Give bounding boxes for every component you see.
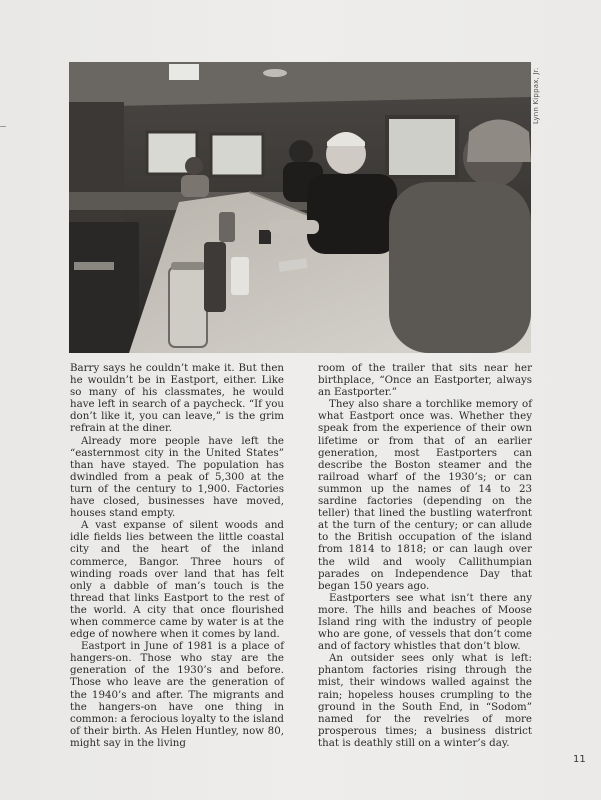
paragraph: Eastporters see what isn’t there any more. The hills and beaches of Moose Island ring with the industry of people who are gone, of vessels that don’t come and of factory whistles that don’t blow. <box>318 591 532 653</box>
text-column-right <box>318 362 532 749</box>
paragraph: They also share a torchlike memory of what Eastport once was. Whether they speak from the experience of their own lifetime or from that of an earlier generation, most Eastporters can describe the Boston steamer and the railroad wharf of the 1930’s; or can summon up the names of 14 to 23 sardine factories (depending on the teller) that lined the bustling waterfront at the turn of the century; or can allude to the British occupation of the island from 1814 to 1818; or can laugh over the wild and wooly Callithumpian parades on Independence Day that began 150 years ago. <box>318 398 532 592</box>
text-column-left <box>70 362 284 749</box>
paragraph: Eastport in June of 1981 is a place of hangers-on. Those who stay are the generation of the 1930’s and before. Those who leave are the generation of the 1940’s and after. The migrants and the hangers-on have one thing in common: a ferocious loyalty to the island of their birth. As Helen Huntley, now 80, might say in the living <box>70 640 284 749</box>
page-number: 11 <box>573 754 586 765</box>
diner-photo-illustration <box>69 62 531 353</box>
paragraph: Already more people have left the “easternmost city in the United States” than have stayed. The population has dwindled from a peak of 5,300 at the turn of the century to 1,900. Factories have closed, businesses have moved, houses stand empty. <box>70 434 284 520</box>
paragraph: room of the trailer that sits near her birthplace, “Once an Eastporter, always an Eastporter.” <box>318 362 532 399</box>
page-edge-mark <box>0 126 6 127</box>
photo-credit: Lynn Kippax, Jr. <box>532 67 540 124</box>
paragraph: A vast expanse of silent woods and idle fields lies between the little coastal city and the heart of the inland commerce, Bangor. Three hours of winding roads over land that has felt only a dabble of man’s touch is the thread that links Eastport to the rest of the world. A city that once flourished when commerce came by water is at the edge of nowhere when it comes by land. <box>70 519 284 641</box>
paragraph: Barry says he couldn’t make it. But then he wouldn’t be in Eastport, either. Like so many of his classmates, he would have left in search of a paycheck. “If you don’t like it, you can leave,” is the grim refrain at the diner. <box>70 362 284 435</box>
paragraph: An outsider sees only what is left: phantom factories rising through the mist, their windows walled against the rain; hopeless houses crumpling to the ground in the South End, in “Sodom” named for the revelries of more prosperous times; a business district that is deathly still on a winter’s day. <box>318 652 532 749</box>
diner-photograph <box>69 62 531 353</box>
